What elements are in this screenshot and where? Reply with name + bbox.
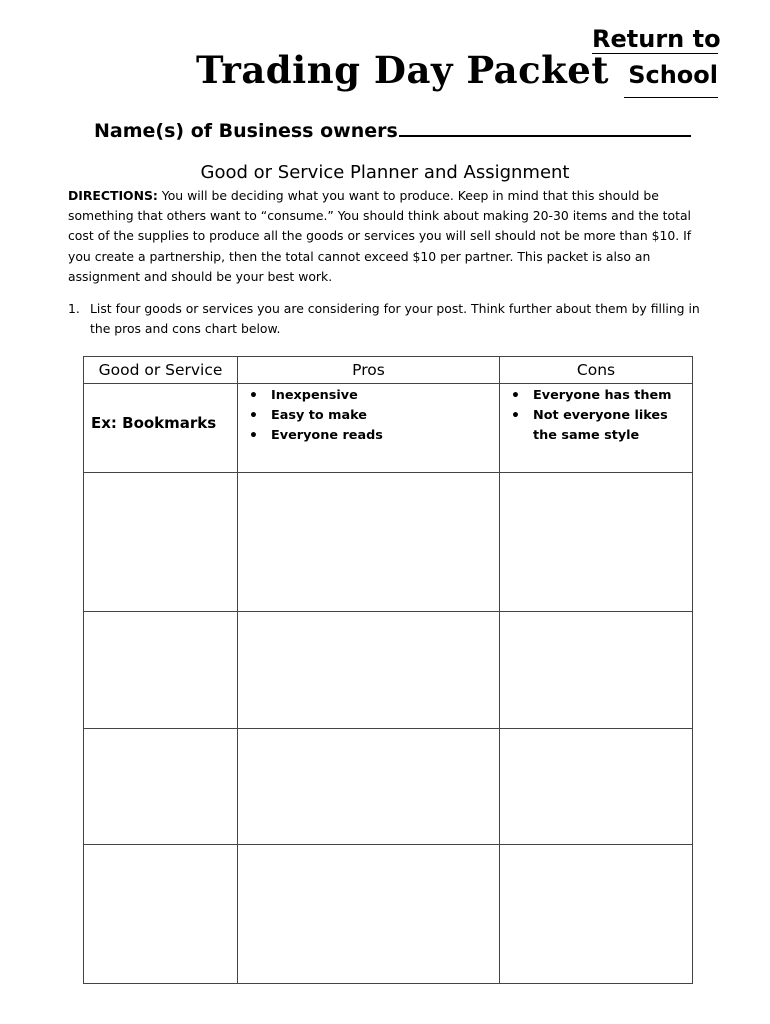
owners-line <box>94 120 691 142</box>
cons-cell[interactable] <box>500 845 693 984</box>
header-cons: Cons <box>500 357 693 384</box>
example-item: Ex: Bookmarks <box>84 384 238 473</box>
table-row <box>84 473 693 612</box>
pros-cell[interactable] <box>238 845 500 984</box>
example-cons-cell <box>500 384 693 473</box>
pros-cons-table <box>83 356 693 984</box>
list-item: • Everyone reads <box>238 426 499 446</box>
cons-cell[interactable] <box>500 473 693 612</box>
pros-cell[interactable] <box>238 473 500 612</box>
header-pros: Pros <box>238 357 500 384</box>
example-cons-list <box>500 384 692 446</box>
table-row <box>84 845 693 984</box>
list-item: • Everyone has them <box>500 386 692 406</box>
return-to-school-note <box>592 25 721 89</box>
list-item: • Not everyone likes the same style <box>500 406 692 446</box>
pros-cell[interactable] <box>238 729 500 845</box>
question-1-number: 1. <box>68 301 80 316</box>
owners-blank-field[interactable] <box>399 121 691 137</box>
list-item: • Inexpensive <box>238 386 499 406</box>
table-row <box>84 729 693 845</box>
list-item: • Easy to make <box>238 406 499 426</box>
return-line-1: Return to <box>592 25 721 53</box>
table-row <box>84 612 693 729</box>
section-subtitle: Good or Service Planner and Assignment <box>200 162 570 183</box>
table-header-row <box>84 357 693 384</box>
pros-cell[interactable] <box>238 612 500 729</box>
header-good-or-service: Good or Service <box>84 357 238 384</box>
return-line-2: School <box>628 61 718 89</box>
example-pros-list <box>238 384 499 446</box>
cons-cell[interactable] <box>500 612 693 729</box>
question-1-text: List four goods or services you are considering for your post. Think further about them by filling in the pros and cons chart below. <box>90 301 700 336</box>
good-or-service-cell[interactable] <box>84 845 238 984</box>
owners-label: Name(s) of Business owners <box>94 120 398 142</box>
good-or-service-cell[interactable] <box>84 612 238 729</box>
page-title: Trading Day Packet <box>196 48 609 92</box>
good-or-service-cell[interactable] <box>84 473 238 612</box>
directions-paragraph <box>68 186 708 287</box>
example-pros-cell <box>238 384 500 473</box>
example-row <box>84 384 693 473</box>
good-or-service-cell[interactable] <box>84 729 238 845</box>
directions-text: You will be deciding what you want to produce. Keep in mind that this should be something that others want to “consume.” You should think about making 20-30 items and the total cost of the supplies to produce all the goods or services you will sell should not be more than $10. If you create a partnership, then the total cannot exceed $10 per partner. This packet is also an assignment and should be your best work. <box>68 188 692 284</box>
directions-label: DIRECTIONS: <box>68 188 158 203</box>
question-1 <box>68 299 708 338</box>
return-underline <box>624 97 718 98</box>
cons-cell[interactable] <box>500 729 693 845</box>
